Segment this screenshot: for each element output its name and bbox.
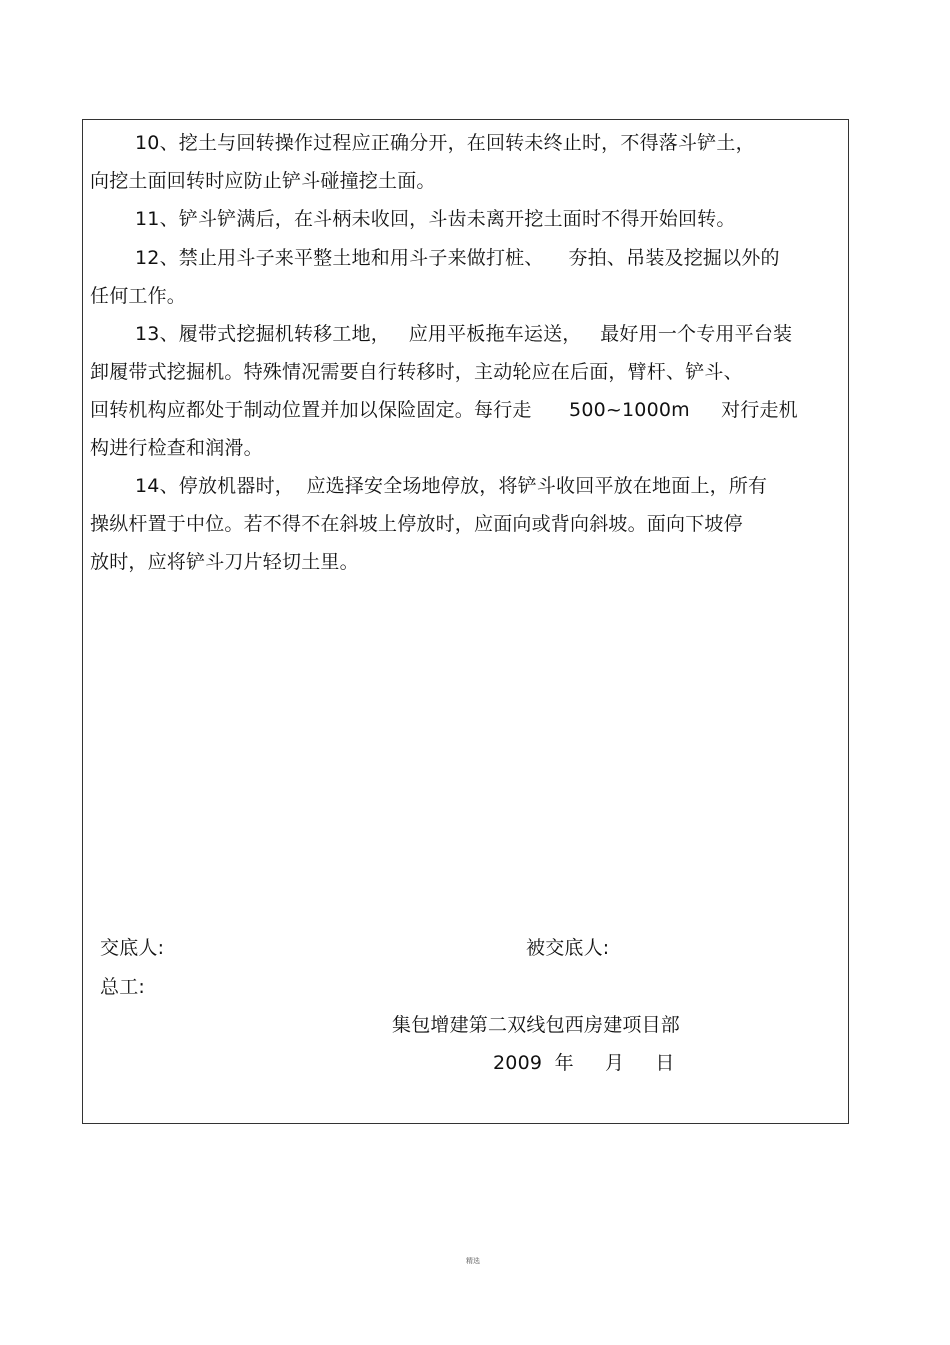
presenter-label: 交底人: xyxy=(100,937,165,959)
paragraph-14-line-3: 放时，应将铲斗刀片轻切土里。 xyxy=(90,551,359,573)
paragraph-10-line-2: 向挖土面回转时应防止铲斗碰撞挖土面。 xyxy=(90,170,436,192)
paragraph-10-line-1: 10、挖土与回转操作过程应正确分开，在回转未终止时，不得落斗铲土， xyxy=(135,132,755,154)
paragraph-14-line-1: 14、停放机器时， 应选择安全场地停放，将铲斗收回平放在地面上，所有 xyxy=(135,475,768,497)
paragraph-14-line-2: 操纵杆置于中位。若不得不在斜坡上停放时，应面向或背向斜坡。面向下坡停 xyxy=(90,513,743,535)
paragraph-12-line-1: 12、禁止用斗子来平整土地和用斗子来做打桩、 夯拍、吊装及挖掘以外的 xyxy=(135,247,780,269)
paragraph-13-line-1: 13、履带式挖掘机转移工地， 应用平板拖车运送， 最好用一个专用平台装 xyxy=(135,323,793,345)
receiver-label: 被交底人: xyxy=(526,937,610,959)
footer-mark: 精选 xyxy=(466,1257,480,1265)
paragraph-13-line-4: 构进行检查和润滑。 xyxy=(90,437,263,459)
paragraph-13-line-3: 回转机构应都处于制动位置并加以保险固定。每行走 500~1000m 对行走机 xyxy=(90,399,798,421)
document-date: 2009 年 月 日 xyxy=(493,1052,675,1074)
organization-name: 集包增建第二双线包西房建项目部 xyxy=(392,1014,681,1036)
paragraph-12-line-2: 任何工作。 xyxy=(90,285,187,307)
paragraph-11-line-1: 11、铲斗铲满后，在斗柄未收回，斗齿未离开挖土面时不得开始回转。 xyxy=(135,208,736,230)
chief-engineer-label: 总工: xyxy=(100,976,146,998)
paragraph-13-line-2: 卸履带式挖掘机。特殊情况需要自行转移时，主动轮应在后面，臂杆、铲斗、 xyxy=(90,361,743,383)
